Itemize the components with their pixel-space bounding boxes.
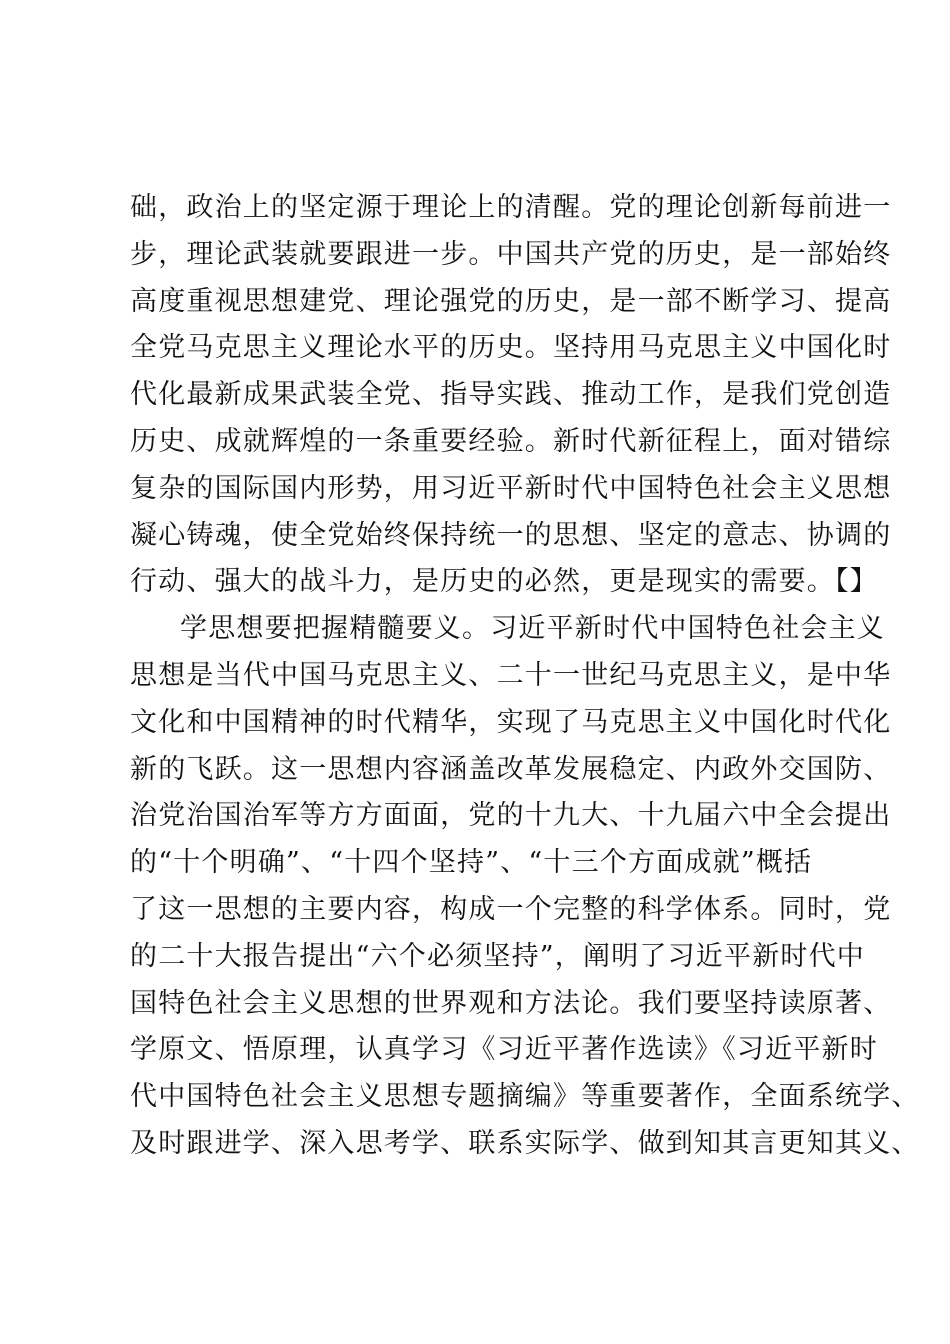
paragraph-2 <box>130 606 920 1168</box>
text-line: 历史、成就辉煌的一条重要经验。新时代新征程上，面对错综 <box>130 425 892 457</box>
text-line: 础，政治上的坚定源于理论上的清醒。党的理论创新每前进一 <box>130 192 892 223</box>
text-line: 的二十大报告提出“六个必须坚持”，阐明了习近平新时代中 <box>130 940 866 972</box>
text-line: 了这一思想的主要内容，构成一个完整的科学体系。同时，党 <box>130 893 892 925</box>
text-line: 代化最新成果武装全党、指导实践、推动工作，是我们党创造 <box>130 379 892 411</box>
text-line: 治党治国治军等方方面面，党的十九大、十九届六中全会提出 <box>130 800 892 832</box>
text-line: 凝心铸魂，使全党始终保持统一的思想、坚定的意志、协调的 <box>130 519 892 551</box>
text-line: 步，理论武装就要跟进一步。中国共产党的历史，是一部始终 <box>130 238 892 270</box>
text-line: 学思想要把握精髓要义。习近平新时代中国特色社会主义 <box>180 613 885 645</box>
text-line: 新的飞跃。这一思想内容涵盖改革发展稳定、内政外交国防、 <box>130 753 892 785</box>
text-line: 代中国特色社会主义思想专题摘编》等重要著作，全面系统学、 <box>130 1081 920 1113</box>
text-line: 文化和中国精神的时代精华，实现了马克思主义中国化时代化 <box>130 706 892 738</box>
text-line: 学原文、悟原理，认真学习《习近平著作选读》《习近平新时 <box>130 1034 878 1066</box>
document-body <box>130 185 920 1168</box>
text-line: 复杂的国际国内形势，用习近平新时代中国特色社会主义思想 <box>130 472 892 504</box>
paragraph-1 <box>130 185 892 606</box>
text-line: 思想是当代中国马克思主义、二十一世纪马克思主义，是中华 <box>130 659 892 691</box>
text-line: 的“十个明确”、“十四个坚持”、“十三个方面成就”概括 <box>130 847 813 879</box>
text-line: 高度重视思想建党、理论强党的历史，是一部不断学习、提高 <box>130 285 892 317</box>
text-line: 国特色社会主义思想的世界观和方法论。我们要坚持读原著、 <box>130 987 892 1019</box>
text-line: 全党马克思主义理论水平的历史。坚持用马克思主义中国化时 <box>130 332 892 364</box>
text-line: 及时跟进学、深入思考学、联系实际学、做到知其言更知其义、 <box>130 1127 920 1159</box>
text-line: 行动、强大的战斗力，是历史的必然，更是现实的需要。【】 <box>130 566 878 598</box>
